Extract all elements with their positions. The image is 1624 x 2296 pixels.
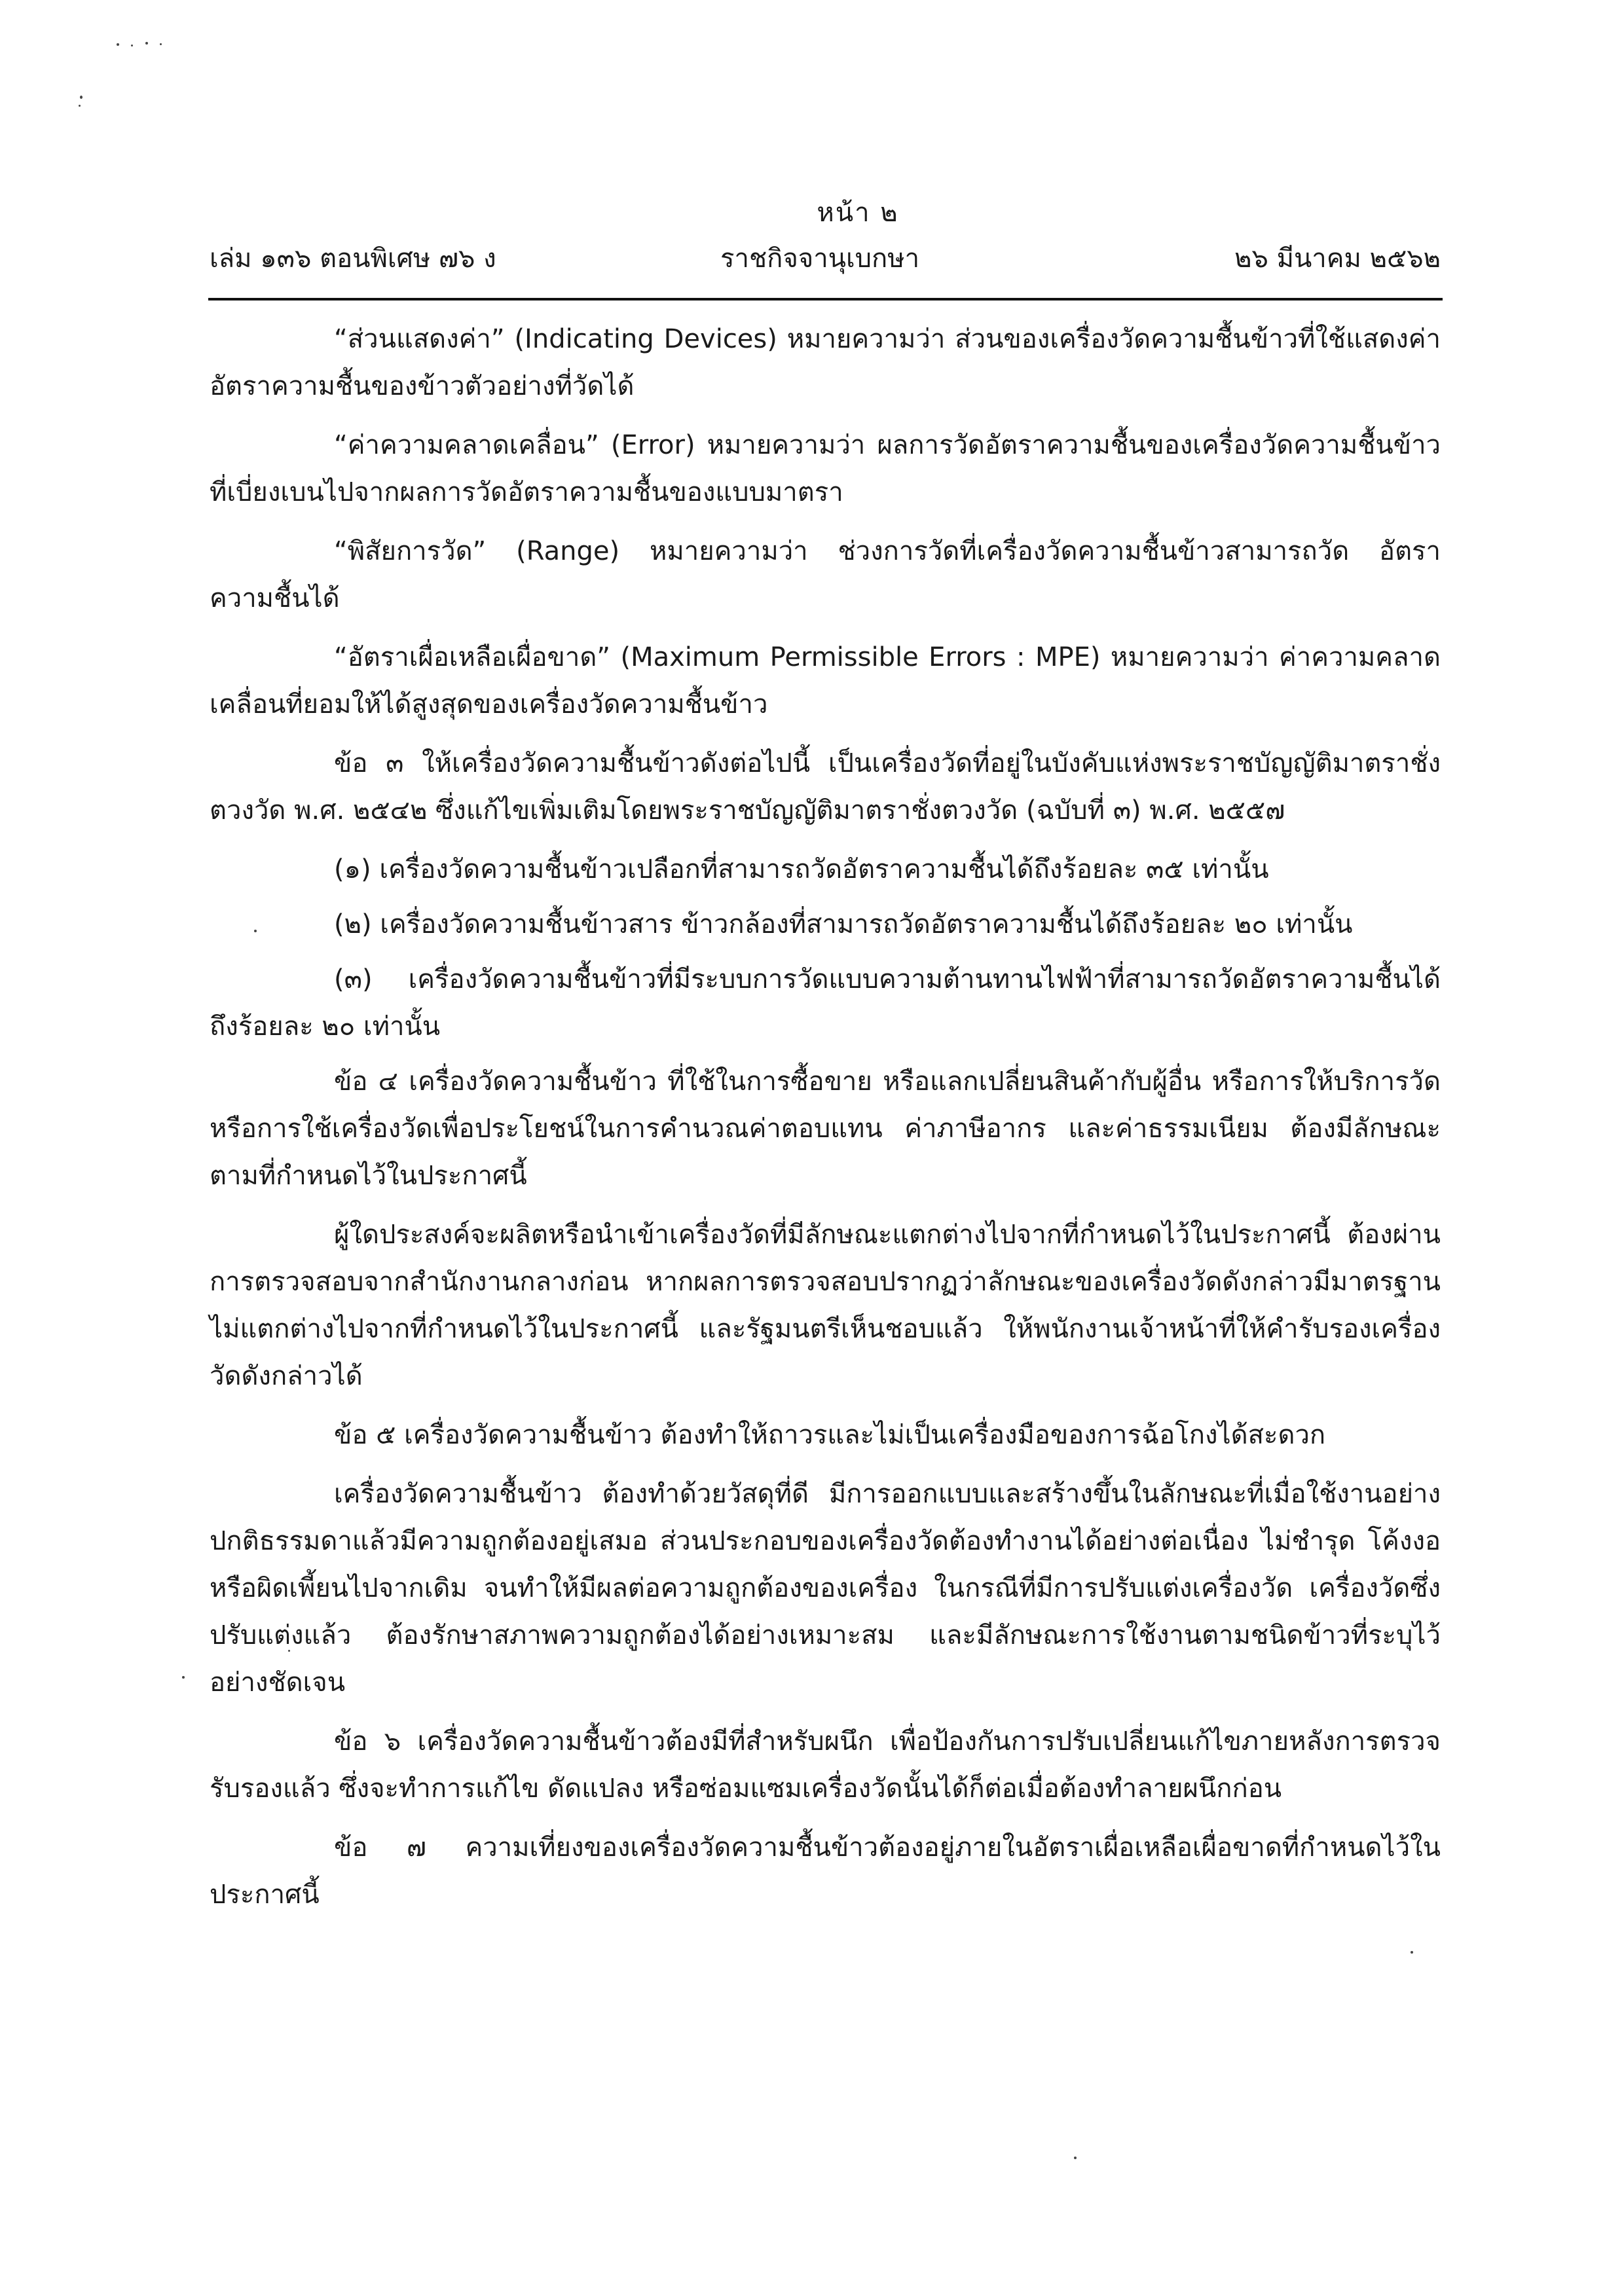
- scan-speck: [160, 43, 162, 45]
- gazette-header: [210, 237, 1441, 276]
- definition-error: “ค่าความคลาดเคลื่อน” (Error) หมายความว่า ผลการวัดอัตราความชื้นของเครื่องวัดความชื้นข้าวที่เบี่ยงเบนไปจากผลการวัดอัตราความชื้นของแบบมาตรา: [210, 430, 1441, 507]
- header-divider: [208, 298, 1443, 301]
- scan-speck: [117, 43, 119, 46]
- clause-3-item-1: (๑) เครื่องวัดความชื้นข้าวเปลือกที่สามารถวัดอัตราความชื้นได้ถึงร้อยละ ๓๕ เท่านั้น: [334, 854, 1269, 884]
- definition-mpe: “อัตราเผื่อเหลือเผื่อขาด” (Maximum Permissible Errors : MPE) หมายความว่า ค่าความคลาดเคลื่อนที่ยอมให้ได้สูงสุดของเครื่องวัดความชื้นข้าว: [210, 642, 1441, 720]
- scan-speck: [145, 42, 148, 45]
- document-body: [210, 316, 1441, 1930]
- scan-speck: [1074, 2157, 1077, 2159]
- clause-4-paragraph-2: ผู้ใดประสงค์จะผลิตหรือนำเข้าเครื่องวัดที่มีลักษณะแตกต่างไปจากที่กำหนดไว้ในประกาศนี้ ต้องผ่านการตรวจสอบจากสำนักงานกลางก่อน หากผลการตรวจสอบปรากฏว่าลักษณะของเครื่องวัดดังกล่าวมีมาตรฐานไม่แตกต่างไปจากที่กำหนดไว้ในประกาศนี้ และรัฐมนตรีเห็นชอบแล้ว ให้พนักงานเจ้าหน้าที่ให้คำรับรองเครื่องวัดดังกล่าวได้: [210, 1220, 1441, 1391]
- page-number: หน้า ๒: [817, 198, 899, 228]
- clause-5-paragraph-2: เครื่องวัดความชื้นข้าว ต้องทำด้วยวัสดุที่ดี มีการออกแบบและสร้างขึ้นในลักษณะที่เมื่อใช้งานอย่างปกติธรรมดาแล้วมีความถูกต้องอยู่เสมอ ส่วนประกอบของเครื่องวัดต้องทำงานได้อย่างต่อเนื่อง ไม่ชำรุด โค้งงอ หรือผิดเพี้ยนไปจากเดิม จนทำให้มีผลต่อความถูกต้องของเครื่อง ในกรณีที่มีการปรับแต่งเครื่องวัด เครื่องวัดซึ่งปรับแต่งแล้ว ต้องรักษาสภาพความถูกต้องได้อย่างเหมาะสม และมีลักษณะการใช้งานตามชนิดข้าวที่ระบุไว้อย่างชัดเจน: [210, 1479, 1441, 1698]
- clause-7: ข้อ ๗ ความเที่ยงของเครื่องวัดความชื้นข้าวต้องอยู่ภายในอัตราเผื่อเหลือเผื่อขาดที่กำหนดไว้ในประกาศนี้: [210, 1832, 1441, 1910]
- clause-3: ข้อ ๓ ให้เครื่องวัดความชื้นข้าวดังต่อไปนี้ เป็นเครื่องวัดที่อยู่ในบังคับแห่งพระราชบัญญัติมาตราชั่งตวงวัด พ.ศ. ๒๕๔๒ ซึ่งแก้ไขเพิ่มเติมโดยพระราชบัญญัติมาตราชั่งตวงวัด (ฉบับที่ ๓) พ.ศ. ๒๕๕๗: [210, 748, 1441, 826]
- volume-info: เล่ม ๑๓๖ ตอนพิเศษ ๗๖ ง: [210, 244, 496, 274]
- publication-name: ราชกิจจานุเบกษา: [720, 244, 920, 274]
- clause-3-item-3: (๓) เครื่องวัดความชื้นข้าวที่มีระบบการวัดแบบความต้านทานไฟฟ้าที่สามารถวัดอัตราความชื้นได้ถึงร้อยละ ๒๐ เท่านั้น: [210, 964, 1441, 1042]
- clause-3-item-2: (๒) เครื่องวัดความชื้นข้าวสาร ข้าวกล้องที่สามารถวัดอัตราความชื้นได้ถึงร้อยละ ๒๐ เท่านั้น: [334, 909, 1353, 939]
- scan-speck: [1411, 1951, 1413, 1954]
- definition-indicating-devices: “ส่วนแสดงค่า” (Indicating Devices) หมายความว่า ส่วนของเครื่องวัดความชื้นข้าวที่ใช้แสดงค่าอัตราความชื้นของข้าวตัวอย่างที่วัดได้: [210, 324, 1441, 401]
- publication-date: ๒๖ มีนาคม ๒๕๖๒: [1234, 244, 1441, 274]
- scan-speck: [80, 96, 83, 99]
- definition-range: “พิสัยการวัด” (Range) หมายความว่า ช่วงการวัดที่เครื่องวัดความชื้นข้าวสามารถวัด อัตราความชื้นได้: [210, 536, 1441, 613]
- clause-6: ข้อ ๖ เครื่องวัดความชื้นข้าวต้องมีที่สำหรับผนึก เพื่อป้องกันการปรับเปลี่ยนแก้ไขภายหลังการตรวจรับรองแล้ว ซึ่งจะทำการแก้ไข ดัดแปลง หรือซ่อมแซมเครื่องวัดนั้นได้ก็ต่อเมื่อต้องทำลายผนึกก่อน: [210, 1726, 1441, 1804]
- clause-4: ข้อ ๔ เครื่องวัดความชื้นข้าว ที่ใช้ในการซื้อขาย หรือแลกเปลี่ยนสินค้ากับผู้อื่น หรือการให้บริการวัด หรือการใช้เครื่องวัดเพื่อประโยชน์ในการคำนวณค่าตอบแทน ค่าภาษีอากร และค่าธรรมเนียม ต้องมีลักษณะตามที่กำหนดไว้ในประกาศนี้: [210, 1066, 1441, 1191]
- scan-speck: [131, 45, 133, 46]
- clause-5: ข้อ ๕ เครื่องวัดความชื้นข้าว ต้องทำให้ถาวรและไม่เป็นเครื่องมือของการฉ้อโกงได้สะดวก: [334, 1420, 1326, 1450]
- scan-speck: [79, 105, 81, 107]
- scan-speck: [182, 1676, 185, 1679]
